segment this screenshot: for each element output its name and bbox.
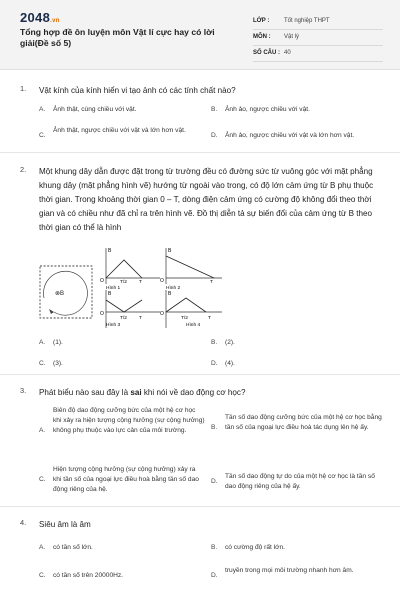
option-letter: A. (39, 339, 46, 346)
question-text-after: khi nói về dao động cơ học? (141, 388, 246, 397)
caption-hinh-2: Hình 2 (166, 286, 181, 291)
caption-hinh-3: Hình 3 (106, 323, 121, 328)
b-curve-4 (166, 298, 206, 312)
field-symbol: ⊗B (55, 291, 65, 297)
b-curve-3 (106, 300, 142, 312)
option-letter: B. (211, 106, 218, 113)
option-letter: B. (211, 424, 218, 431)
b-curve-1 (106, 260, 142, 278)
tick-t-half: T/2 (120, 316, 127, 321)
option-text: Ảnh thật, cùng chiều với vật. (53, 106, 137, 113)
axis-origin: O (160, 311, 164, 317)
arrowhead-icon (49, 309, 54, 314)
question-text-before: Phát biểu nào sau đây là (39, 388, 131, 397)
option-text: Tần số dao động cưỡng bức của một hệ cơ học bằng tần số của ngoại lực điều hoà tác dụng lên hệ ấy. (225, 414, 382, 431)
meta-row-class (253, 14, 383, 30)
option-text: truyền trong mọi môi trường nhanh hơn âm. (225, 567, 354, 574)
document-meta (253, 14, 383, 62)
option-text: Tần số dao động tự do của một hệ cơ học là tần số dao động riêng của hệ ấy. (225, 473, 375, 490)
option-text: (2). (225, 339, 235, 346)
tick-t: T (208, 316, 211, 321)
option-text: có tần số trên 20000Hz. (53, 572, 124, 579)
document-header (0, 0, 400, 70)
option-text: (1). (53, 339, 63, 346)
document-title: Tổng hợp đề ôn luyện môn Vật lí cực hay có lời giải(Đề số 5) (20, 27, 215, 48)
axis-origin: O (160, 278, 164, 284)
b-curve-2 (166, 256, 214, 278)
axis-origin: O (100, 311, 104, 317)
graph-4 (160, 290, 222, 328)
tick-t: T (139, 280, 142, 285)
option-text: Ảnh thật, ngược chiều với vật và lớn hơn vật. (53, 127, 186, 134)
divider (0, 374, 400, 375)
divider (0, 506, 400, 507)
meta-value: Vật lý (284, 34, 300, 40)
option-letter: B. (211, 544, 218, 551)
option-letter: C. (39, 572, 46, 579)
meta-value: 40 (284, 50, 291, 56)
option-text: Ảnh ảo, ngược chiều với vật và lớn hơn vật. (225, 132, 355, 139)
option-letter: C. (39, 476, 46, 483)
question-text: Siêu âm là âm (39, 520, 91, 529)
question-text: Một khung dây dẫn được đặt trong từ trường đều có đường sức từ vuông góc với mặt phẳng khung dây (mặt phẳng hình vẽ) hướng từ ngoài vào trong, có độ lớn cảm ứng từ B phụ thuộc thời gian. Trong khoảng thời gian 0 – T, dòng điện cảm ứng có cường độ không đổi theo thời gian và có chiều như đã chỉ ra trên hình vẽ. Đồ thị diễn tả sự biến đổi của cảm ứng từ B theo thời gian có thể là hình (39, 167, 374, 232)
divider (0, 152, 400, 153)
option-letter: D. (211, 132, 218, 139)
meta-row-count (253, 46, 383, 62)
option-text: Ảnh ảo, ngược chiều với vật. (225, 106, 310, 113)
question-number: 2. (20, 165, 27, 174)
meta-key: LỚP : (253, 18, 270, 24)
question-number: 4. (20, 518, 27, 527)
question-text: Vật kính của kính hiển vi tạo ảnh có các tính chất nào? (39, 86, 236, 95)
axis-b-label: B (168, 291, 172, 297)
question-text-emphasis: sai (130, 388, 142, 397)
question-number: 1. (20, 84, 27, 93)
option-letter: B. (211, 339, 218, 346)
caption-hinh-4: Hình 4 (186, 323, 201, 328)
current-direction-arrow (43, 271, 87, 315)
meta-key: MÔN : (253, 34, 271, 40)
option-letter: A. (39, 427, 46, 434)
option-letter: C. (39, 132, 46, 139)
logo-main: 2048 (20, 10, 51, 25)
tick-t: T (210, 280, 213, 285)
option-text: Hiện tượng cộng hưởng (sự cộng hưởng) xảy ra khi tần số của ngoại lực điều hoà bằng tần số dao động riêng của hệ. (53, 466, 199, 493)
axis-b-label: B (108, 248, 112, 254)
meta-row-subject (253, 30, 383, 46)
option-letter: D. (211, 360, 218, 367)
tick-t-half: T/2 (181, 316, 188, 321)
meta-key: SỐ CÂU : (253, 50, 280, 56)
graph-2 (160, 248, 222, 291)
logo-suffix: .vn (50, 18, 60, 24)
question-text (39, 386, 382, 400)
option-text: Biên độ dao động cưỡng bức của một hệ cơ học khi xảy ra hiện tượng cộng hưởng (sự cộng hưởng) không phụ thuộc vào lực cản của môi trường. (53, 407, 205, 434)
option-letter: C. (39, 360, 46, 367)
option-letter: D. (211, 572, 218, 579)
meta-value: Tốt nghiệp THPT (284, 18, 330, 24)
option-text: (3). (53, 360, 63, 367)
option-letter: A. (39, 106, 46, 113)
site-logo[interactable] (20, 10, 60, 25)
graph-3 (100, 290, 160, 328)
option-text: có cường độ rất lớn. (225, 544, 285, 551)
axis-b-label: B (108, 291, 112, 297)
magnetic-field-figure (36, 246, 226, 328)
question-number: 3. (20, 386, 27, 395)
axis-origin: O (100, 278, 104, 284)
option-text: (4). (225, 360, 235, 367)
wire-loop (40, 266, 92, 318)
tick-t-half: T/2 (120, 280, 127, 285)
graph-1 (100, 248, 160, 291)
option-letter: A. (39, 544, 46, 551)
tick-t: T (139, 316, 142, 321)
axis-b-label: B (168, 248, 172, 254)
caption-hinh-1: Hình 1 (106, 286, 121, 291)
option-text: có tần số lớn. (53, 544, 93, 551)
option-letter: D. (211, 478, 218, 485)
